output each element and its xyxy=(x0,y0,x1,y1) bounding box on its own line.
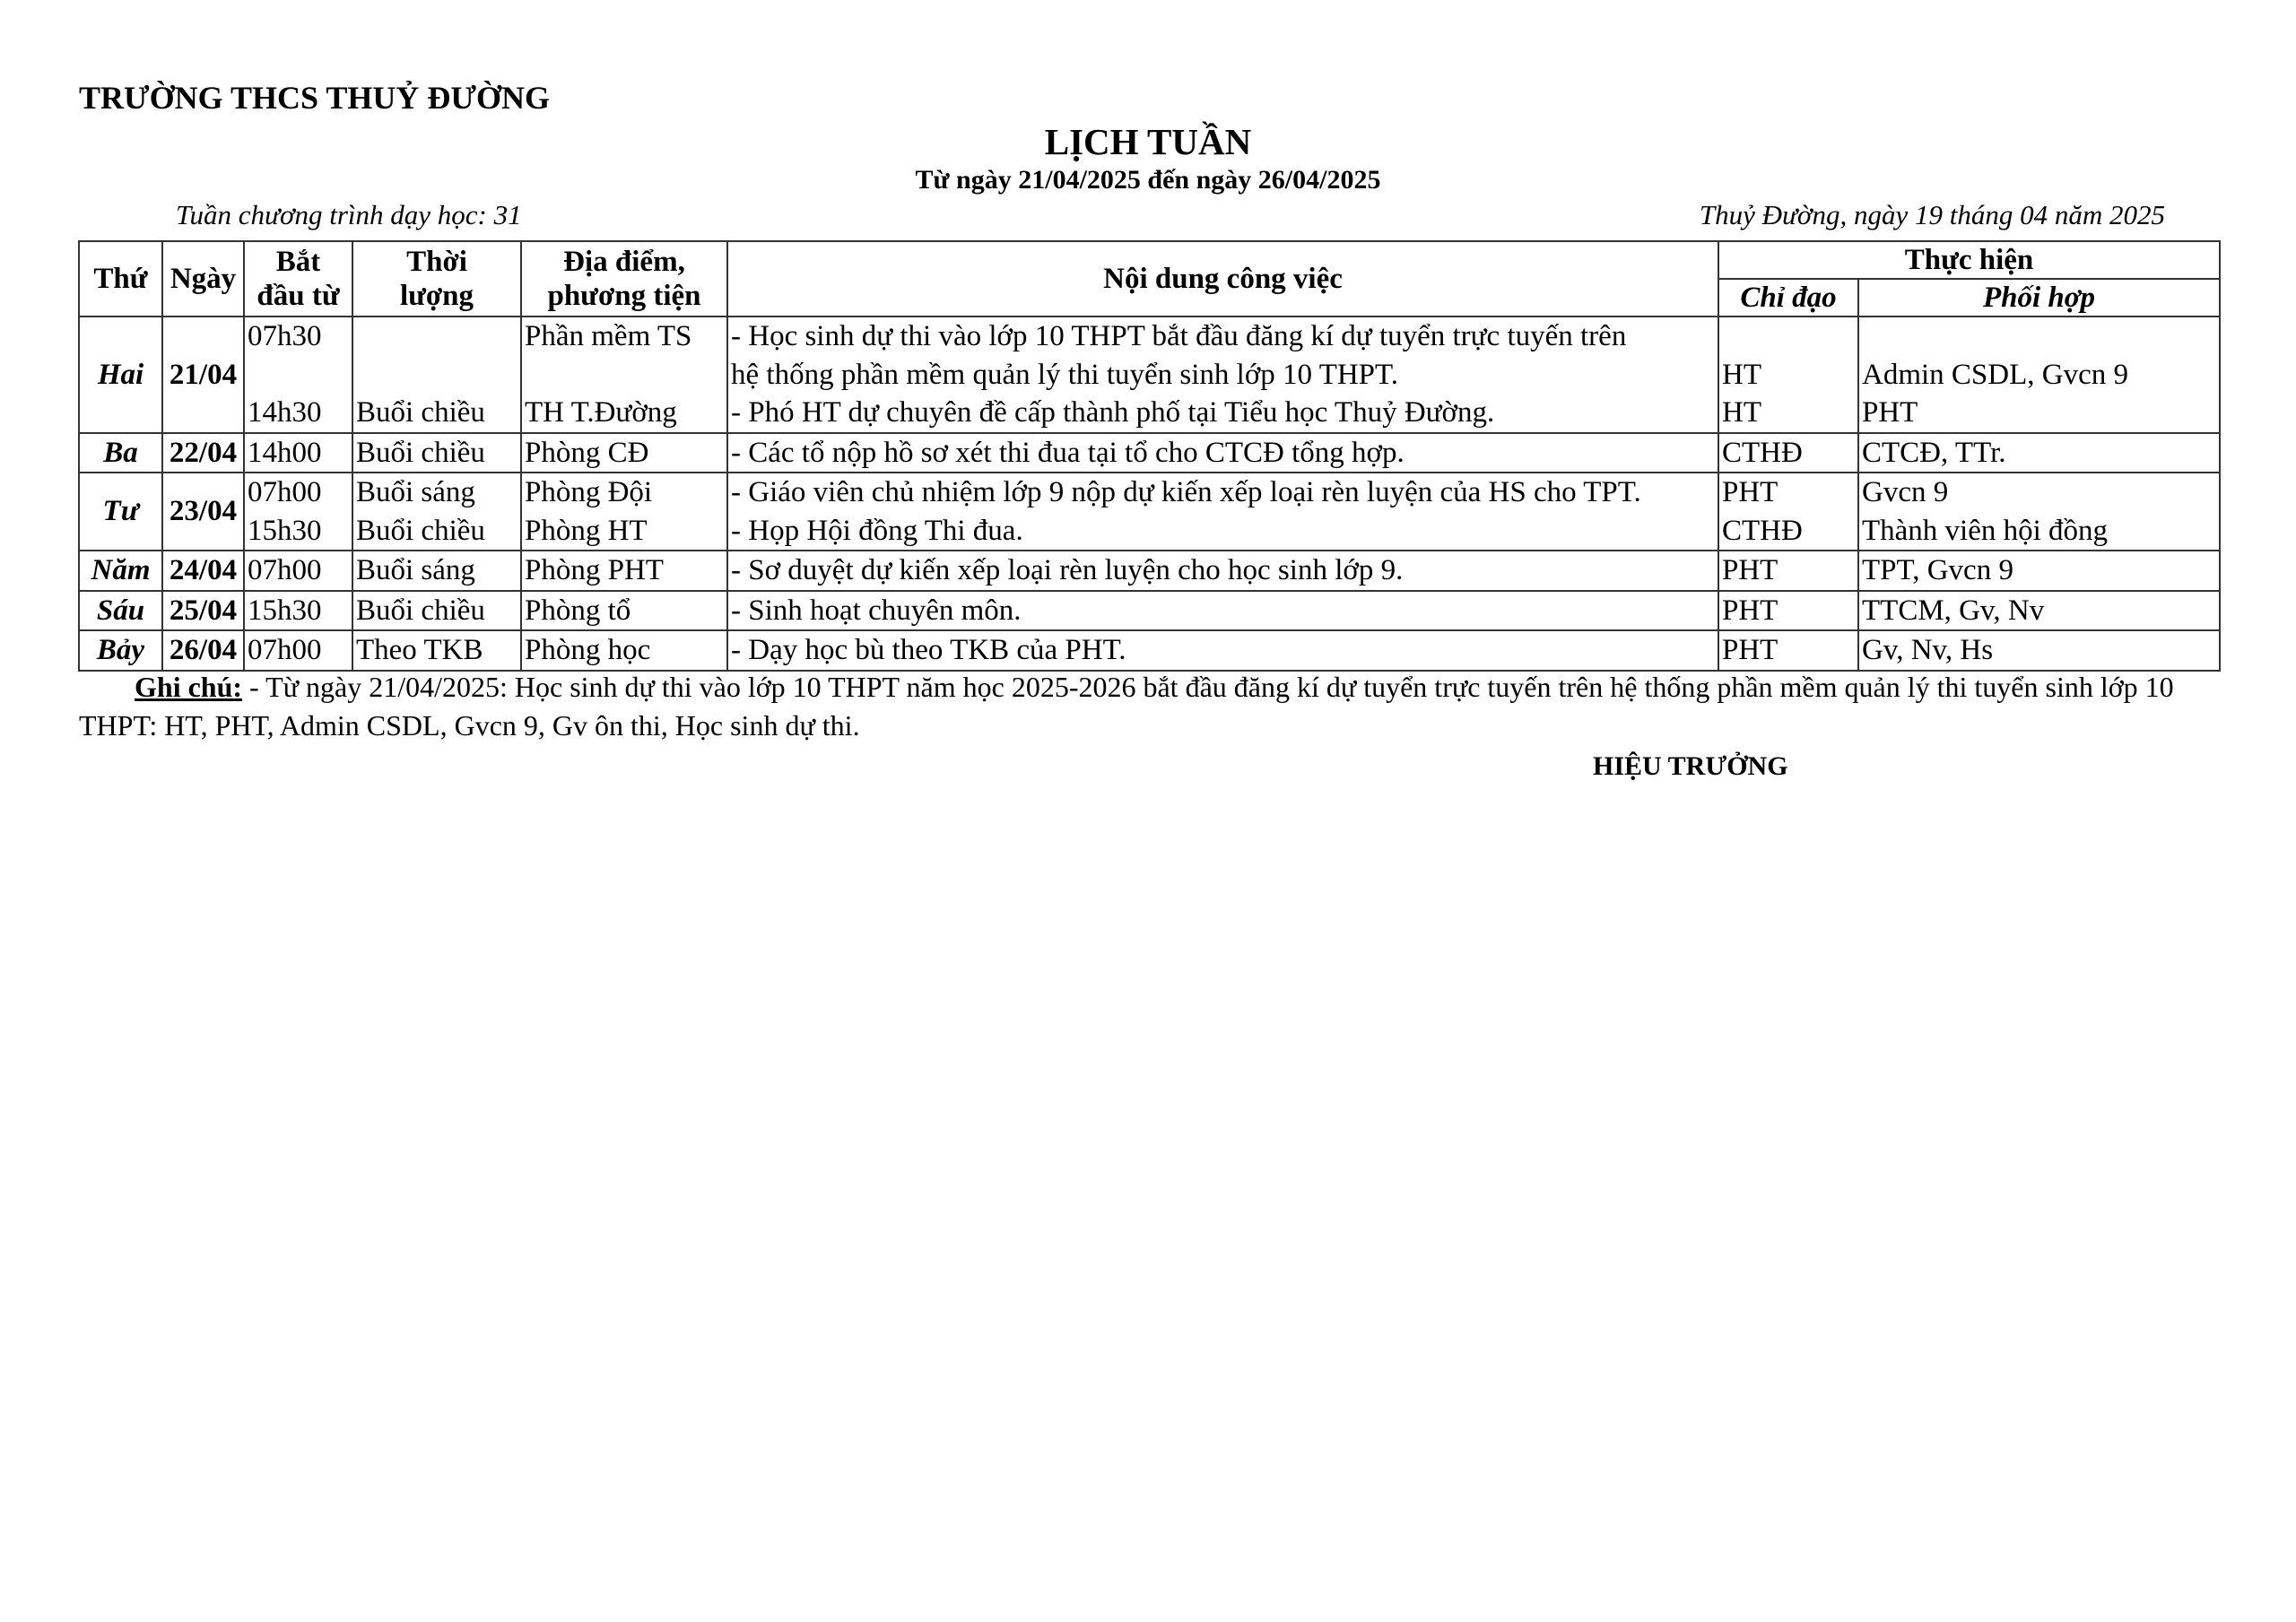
chi-dao-line: PHT xyxy=(1722,554,1779,586)
duration-line: Buổi sáng xyxy=(356,476,475,508)
chi-dao-line: CTHĐ xyxy=(1722,436,1803,469)
header-duration-line1: Thời xyxy=(406,246,467,278)
school-name: TRƯỜNG THCS THUỶ ĐƯỜNG xyxy=(79,80,551,116)
header-place xyxy=(521,241,727,317)
header-duration xyxy=(352,241,521,317)
duration-cell xyxy=(352,317,521,433)
duration-line xyxy=(356,356,517,395)
chi-dao-line: PHT xyxy=(1722,634,1779,666)
header-chi-dao: Chỉ đạo xyxy=(1718,279,1858,317)
start-line: 07h00 xyxy=(248,476,322,508)
week-number: Tuần chương trình dạy học: 31 xyxy=(176,199,522,230)
phoi-hop-cell xyxy=(1858,630,2220,671)
table-row xyxy=(79,317,2220,433)
header-ngay: Ngày xyxy=(162,241,244,317)
start-line xyxy=(248,356,349,395)
chi-dao-cell xyxy=(1718,317,1858,433)
phoi-hop-line: CTCĐ, TTr. xyxy=(1862,436,2006,469)
place-line: Phần mềm TS xyxy=(525,320,692,352)
header-place-line1: Địa điểm, xyxy=(563,246,685,278)
phoi-hop-line: Gv, Nv, Hs xyxy=(1862,634,1994,666)
duration-cell xyxy=(352,591,521,631)
date: 23/04 xyxy=(162,473,244,551)
weekly-schedule-table xyxy=(78,240,2221,672)
place-date: Thuỷ Đường, ngày 19 tháng 04 năm 2025 xyxy=(1699,199,2165,230)
duration-line: Buổi sáng xyxy=(356,554,475,586)
chi-dao-line: PHT xyxy=(1722,476,1779,508)
place-line: Phòng HT xyxy=(525,514,648,547)
start-cell xyxy=(244,551,352,591)
day-of-week: Sáu xyxy=(79,591,162,631)
place-cell xyxy=(521,630,727,671)
document-title: LỊCH TUẦN xyxy=(1044,121,1252,162)
place-line: Phòng học xyxy=(525,634,651,666)
header-start-line2: đầu từ xyxy=(257,280,340,312)
content-cell xyxy=(727,591,1718,631)
start-line: 15h30 xyxy=(248,594,322,627)
header-thuc-hien: Thực hiện xyxy=(1718,241,2220,279)
chi-dao-cell xyxy=(1718,591,1858,631)
header-thu: Thứ xyxy=(79,241,162,317)
day-of-week: Hai xyxy=(79,317,162,433)
content-cell xyxy=(727,473,1718,551)
place-cell xyxy=(521,317,727,433)
content-line: - Họp Hội đồng Thi đua. xyxy=(731,514,1023,547)
duration-line: Buổi chiều xyxy=(356,436,485,469)
place-line: Phòng PHT xyxy=(525,554,664,586)
start-line: 07h00 xyxy=(248,634,322,666)
start-cell xyxy=(244,473,352,551)
phoi-hop-line: Admin CSDL, Gvcn 9 xyxy=(1862,358,2128,391)
chi-dao-cell xyxy=(1718,433,1858,473)
duration-line: Buổi chiều xyxy=(356,396,485,429)
content-line: - Dạy học bù theo TKB của PHT. xyxy=(731,634,1126,666)
phoi-hop-line xyxy=(1862,317,2216,356)
start-line: 15h30 xyxy=(248,514,322,547)
table-row xyxy=(79,473,2220,551)
date: 25/04 xyxy=(162,591,244,631)
place-line xyxy=(525,356,724,395)
phoi-hop-cell xyxy=(1858,317,2220,433)
note xyxy=(79,668,2219,745)
header-content: Nội dung công việc xyxy=(727,241,1718,317)
phoi-hop-line: TPT, Gvcn 9 xyxy=(1862,554,2013,586)
duration-cell xyxy=(352,473,521,551)
content-line: - Sơ duyệt dự kiến xếp loại rèn luyện cho học sinh lớp 9. xyxy=(731,554,1404,586)
duration-line: Buổi chiều xyxy=(356,594,485,627)
duration-cell xyxy=(352,551,521,591)
content-cell xyxy=(727,630,1718,671)
day-of-week: Ba xyxy=(79,433,162,473)
phoi-hop-cell xyxy=(1858,551,2220,591)
content-line: - Các tổ nộp hồ sơ xét thi đua tại tổ cho CTCĐ tổng hợp. xyxy=(731,436,1405,469)
header-start xyxy=(244,241,352,317)
signature-title: HIỆU TRƯỞNG xyxy=(1593,751,1788,781)
header-start-line1: Bắt xyxy=(275,246,321,278)
phoi-hop-line: TTCM, Gv, Nv xyxy=(1862,594,2045,627)
content-cell xyxy=(727,433,1718,473)
content-line: hệ thống phần mềm quản lý thi tuyển sinh lớp 10 THPT. xyxy=(731,358,1398,391)
note-text: - Từ ngày 21/04/2025: Học sinh dự thi vào lớp 10 THPT năm học 2025-2026 bắt đầu đăng kí dự tuyển trực tuyến trên hệ thống phần mềm quản lý thi tuyển sinh lớp 10 THPT: HT, PHT, Admin CSDL, Gvcn 9, Gv ôn thi, Học sinh dự thi. xyxy=(79,671,2174,742)
chi-dao-cell xyxy=(1718,630,1858,671)
place-line: Phòng Đội xyxy=(525,476,653,508)
chi-dao-cell xyxy=(1718,551,1858,591)
place-line: Phòng tổ xyxy=(525,594,631,627)
phoi-hop-cell xyxy=(1858,473,2220,551)
header-place-line2: phương tiện xyxy=(547,280,701,312)
duration-cell xyxy=(352,630,521,671)
chi-dao-line: CTHĐ xyxy=(1722,514,1803,547)
day-of-week: Năm xyxy=(79,551,162,591)
duration-line: Theo TKB xyxy=(356,634,483,666)
date: 22/04 xyxy=(162,433,244,473)
phoi-hop-cell xyxy=(1858,591,2220,631)
content-cell xyxy=(727,551,1718,591)
content-line: - Sinh hoạt chuyên môn. xyxy=(731,594,1022,627)
content-cell xyxy=(727,317,1718,433)
place-cell xyxy=(521,551,727,591)
content-line: - Học sinh dự thi vào lớp 10 THPT bắt đầu đăng kí dự tuyển trực tuyến trên xyxy=(731,320,1627,352)
date: 21/04 xyxy=(162,317,244,433)
chi-dao-line: HT xyxy=(1722,396,1761,429)
table-row xyxy=(79,630,2220,671)
chi-dao-cell xyxy=(1718,473,1858,551)
place-cell xyxy=(521,433,727,473)
duration-line: Buổi chiều xyxy=(356,514,485,547)
day-of-week: Bảy xyxy=(79,630,162,671)
duration-line xyxy=(356,317,517,356)
note-label: Ghi chú: xyxy=(135,671,243,703)
start-cell xyxy=(244,591,352,631)
date: 24/04 xyxy=(162,551,244,591)
chi-dao-line: PHT xyxy=(1722,594,1779,627)
header-phoi-hop: Phối hợp xyxy=(1858,279,2220,317)
place-line: TH T.Đường xyxy=(525,396,677,429)
start-cell xyxy=(244,433,352,473)
start-line: 14h00 xyxy=(248,436,322,469)
header-duration-line2: lượng xyxy=(399,280,474,312)
place-line: Phòng CĐ xyxy=(525,436,649,469)
table-row xyxy=(79,591,2220,631)
phoi-hop-line: PHT xyxy=(1862,396,1918,429)
start-cell xyxy=(244,317,352,433)
start-line: 07h30 xyxy=(248,320,322,352)
date: 26/04 xyxy=(162,630,244,671)
duration-cell xyxy=(352,433,521,473)
chi-dao-line: HT xyxy=(1722,358,1761,391)
start-line: 07h00 xyxy=(248,554,322,586)
place-cell xyxy=(521,591,727,631)
day-of-week: Tư xyxy=(79,473,162,551)
phoi-hop-cell xyxy=(1858,433,2220,473)
content-line: - Giáo viên chủ nhiệm lớp 9 nộp dự kiến xếp loại rèn luyện của HS cho TPT. xyxy=(731,476,1641,508)
phoi-hop-line: Gvcn 9 xyxy=(1862,476,1949,508)
place-cell xyxy=(521,473,727,551)
content-line: - Phó HT dự chuyên đề cấp thành phố tại Tiểu học Thuỷ Đường. xyxy=(731,396,1495,429)
phoi-hop-line: Thành viên hội đồng xyxy=(1862,514,2109,547)
chi-dao-line xyxy=(1722,317,1855,356)
table-row xyxy=(79,433,2220,473)
table-row xyxy=(79,551,2220,591)
start-line: 14h30 xyxy=(248,396,322,429)
date-range: Từ ngày 21/04/2025 đến ngày 26/04/2025 xyxy=(915,165,1381,195)
start-cell xyxy=(244,630,352,671)
